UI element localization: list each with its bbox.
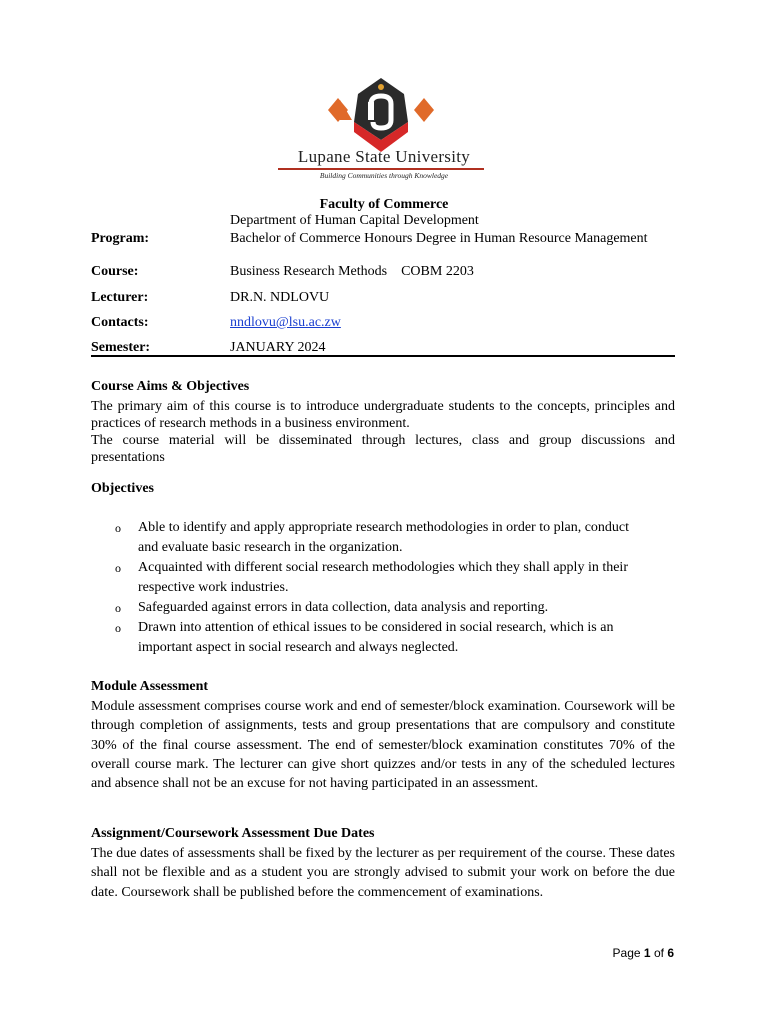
department-value: Department of Human Capital Development [230, 213, 479, 228]
course-value: Business Research Methods COBM 2203 [230, 264, 474, 279]
objective-item: o Drawn into attention of ethical issues to be considered in social research, which is an important aspect in social research and always neglected. [115, 620, 614, 655]
due-dates-title: Assignment/Coursework Assessment Due Dates [91, 826, 375, 841]
page-number: Page 1 of 6 [612, 946, 674, 960]
assessment-text: Module assessment comprises course work and end of semester/block examination. Coursework will be through completion of assignments, tests and group presentations that are compulsory and constitute 30% of the final course assessment. The end of semester/block examination constitutes 70% of the overall course mark. The lecturer can give short quizzes and/or tests in any of the scheduled lectures and absence shall not be an excuse for not having participated in an assessment. [91, 699, 675, 792]
lecturer-label: Lecturer: [91, 290, 149, 305]
university-tagline: Building Communities through Knowledge [319, 171, 449, 180]
aims-paragraph-2: The course material will be disseminated through lectures, class and group discussions and presentations [91, 433, 675, 465]
faculty-title: Faculty of Commerce [319, 197, 449, 212]
assessment-title: Module Assessment [91, 679, 209, 694]
semester-label: Semester: [91, 340, 151, 355]
program-value: Bachelor of Commerce Honours Degree in Human Resource Management [230, 231, 648, 246]
aims-paragraph-1: The primary aim of this course is to introduce undergraduate students to the concepts, principles and practices of research methods in a business environment. [91, 399, 675, 431]
course-label: Course: [91, 264, 139, 279]
program-label: Program: [91, 231, 150, 246]
lecturer-value: DR.N. NDLOVU [230, 290, 330, 305]
university-name: Lupane State University [297, 147, 471, 166]
aims-title: Course Aims & Objectives [91, 379, 250, 394]
bullet-icon: o [115, 621, 121, 635]
objectives-list [91, 518, 675, 658]
objective-item: o Able to identify and apply appropriate research methodologies in order to plan, conduct and evaluate basic research in the organization. [115, 520, 630, 555]
bullet-icon: o [115, 601, 121, 615]
objective-item: o Acquainted with different social research methodologies which they shall apply in their respective work industries. [115, 560, 628, 595]
bullet-icon: o [115, 521, 121, 535]
bullet-icon: o [115, 561, 121, 575]
objective-item: o Safeguarded against errors in data collection, data analysis and reporting. [91, 598, 638, 618]
objectives-title: Objectives [91, 481, 154, 496]
lecturer-email-link[interactable]: nndlovu@lsu.ac.zw [230, 315, 341, 330]
due-dates-text: The due dates of assessments shall be fixed by the lecturer as per requirement of the course. These dates shall not be flexible and as a student you are strongly advised to submit your work on before the due date. Coursework shall be published before the commencement of examinations. [91, 846, 675, 900]
aims-body [91, 398, 675, 466]
semester-value: JANUARY 2024 [230, 340, 326, 355]
university-name-underline [278, 168, 484, 170]
header-divider [91, 355, 675, 357]
contacts-label: Contacts: [91, 315, 149, 330]
